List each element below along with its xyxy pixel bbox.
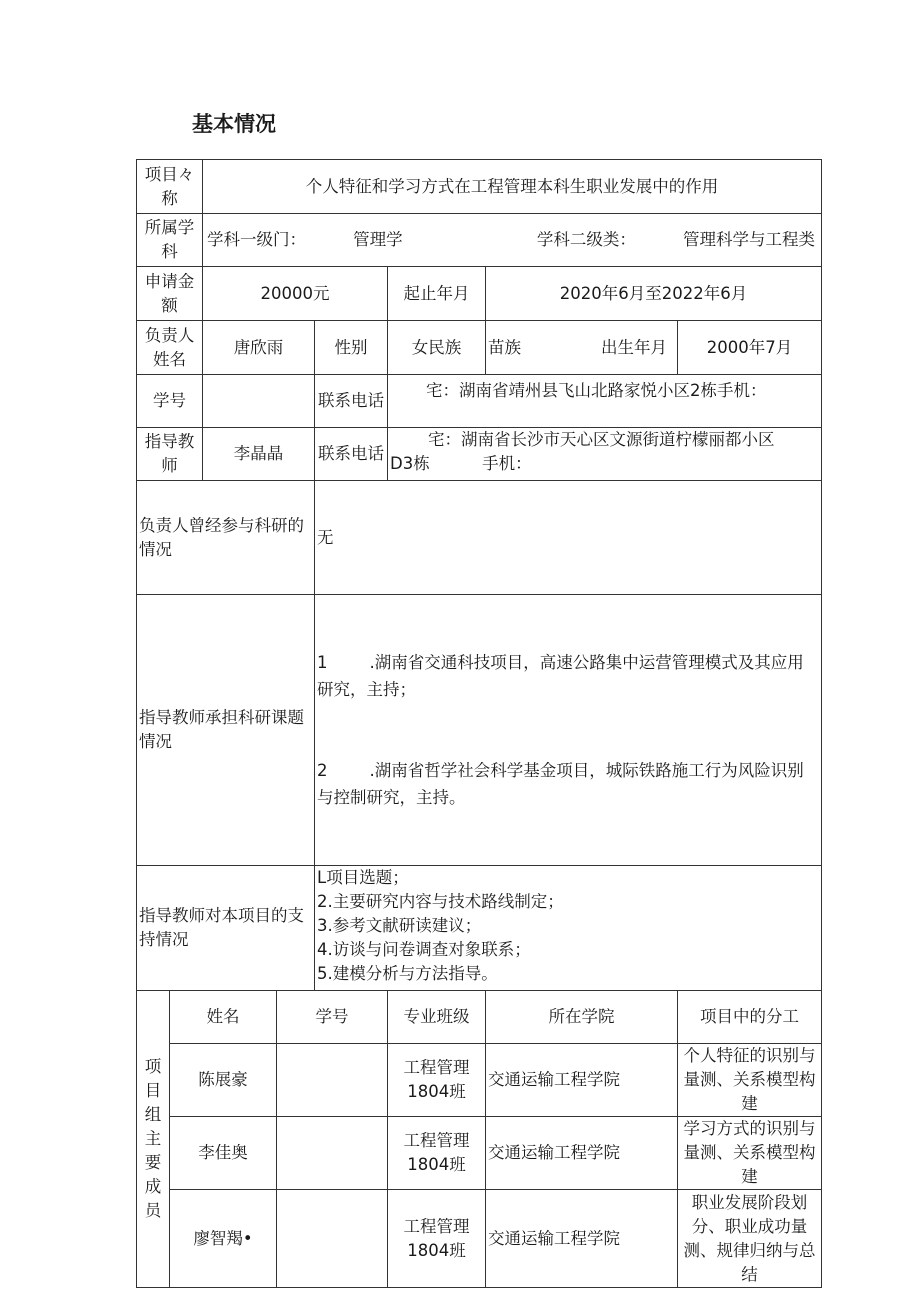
table-row bbox=[137, 1190, 822, 1288]
advisor-name: 李晶晶 bbox=[203, 428, 315, 481]
discipline-level1-value: 管理学 bbox=[353, 230, 403, 249]
discipline-level1-label: 学科一级门： bbox=[207, 230, 306, 249]
advisor-label: 指导教师 bbox=[137, 428, 203, 481]
funding-label: 申请金额 bbox=[137, 267, 203, 321]
member-name: 陈展豪 bbox=[170, 1044, 277, 1117]
leader-phone-label: 联系电话 bbox=[315, 375, 388, 428]
member-name: 廖智羯• bbox=[170, 1190, 277, 1288]
row-members-header bbox=[137, 991, 822, 1044]
member-role: 职业发展阶段划分、职业成功量测、规律归纳与总结 bbox=[678, 1190, 822, 1288]
row-project-name bbox=[137, 160, 822, 214]
support-item: 3.参考文献研读建议； bbox=[317, 916, 482, 935]
advisor-support-label: 指导教师对本项目的支持情况 bbox=[137, 866, 315, 991]
advisor-projects-value bbox=[315, 595, 822, 866]
support-item: 4.访谈与问卷调查对象联系； bbox=[317, 940, 531, 959]
member-id bbox=[277, 1190, 388, 1288]
members-header-name: 姓名 bbox=[170, 991, 277, 1044]
member-id bbox=[277, 1044, 388, 1117]
advisor-phone-line2: D3栋 手机： bbox=[390, 454, 532, 473]
project-name-label: 项目々称 bbox=[137, 160, 203, 214]
member-college: 交通运输工程学院 bbox=[486, 1044, 678, 1117]
members-section-label: 项 目 组 主 要 成 员 bbox=[137, 991, 170, 1288]
discipline-label: 所属学科 bbox=[137, 214, 203, 267]
advisor-phone-label: 联系电话 bbox=[315, 428, 388, 481]
advisor-phone-line1: 宅：湖南省长沙市天心区文源街道柠檬丽都小区 bbox=[428, 430, 775, 449]
member-class: 工程管理1804班 bbox=[388, 1044, 486, 1117]
support-item: L项目选题； bbox=[317, 868, 409, 887]
advisor-projects-label: 指导教师承担科研课题情况 bbox=[137, 595, 315, 866]
row-discipline bbox=[137, 214, 822, 267]
period-label: 起止年月 bbox=[388, 267, 486, 321]
members-header-role: 项目中的分工 bbox=[678, 991, 822, 1044]
members-header-id: 学号 bbox=[277, 991, 388, 1044]
row-advisor-support bbox=[137, 866, 822, 991]
funding-amount: 20000元 bbox=[203, 267, 388, 321]
project-name-value: 个人特征和学习方式在工程管理本科生职业发展中的作用 bbox=[203, 160, 822, 214]
advisor-project-item: 1 .湖南省交通科技项目，高速公路集中运营管理模式及其应用研究，主持； bbox=[317, 653, 804, 699]
row-funding bbox=[137, 267, 822, 321]
birth-value: 2000年7月 bbox=[678, 321, 822, 375]
member-class: 工程管理1804班 bbox=[388, 1117, 486, 1190]
row-advisor bbox=[137, 428, 822, 481]
support-item: 2.主要研究内容与技术路线制定； bbox=[317, 892, 564, 911]
discipline-values bbox=[203, 214, 822, 267]
ethnicity-birth-cell bbox=[486, 321, 678, 375]
page-title: 基本情况 bbox=[192, 112, 276, 136]
member-class: 工程管理1804班 bbox=[388, 1190, 486, 1288]
support-item: 5.建模分析与方法指导。 bbox=[317, 964, 498, 983]
discipline-level2-label: 学科二级类： bbox=[536, 230, 636, 249]
table-row bbox=[137, 1117, 822, 1190]
members-header-college: 所在学院 bbox=[486, 991, 678, 1044]
ethnicity-value: 苗族 bbox=[488, 337, 521, 357]
leader-research-value: 无 bbox=[315, 481, 822, 595]
member-name: 李佳奥 bbox=[170, 1117, 277, 1190]
leader-name-label: 负责人姓名 bbox=[137, 321, 203, 375]
discipline-level2-value: 管理科学与工程类 bbox=[683, 230, 815, 249]
member-role: 个人特征的识别与量测、关系模型构建 bbox=[678, 1044, 822, 1117]
row-advisor-projects bbox=[137, 595, 822, 866]
leader-research-label: 负责人曾经参与科研的情况 bbox=[137, 481, 315, 595]
student-id-value bbox=[203, 375, 315, 428]
advisor-project-item: 2 .湖南省哲学社会科学基金项目，城际铁路施工行为风险识别与控制研究，主持。 bbox=[317, 761, 804, 807]
gender-label: 性别 bbox=[315, 321, 388, 375]
row-leader-research bbox=[137, 481, 822, 595]
birth-label: 出生年月 bbox=[601, 337, 667, 357]
advisor-phone-value bbox=[388, 428, 822, 481]
leader-phone-value: 宅：湖南省靖州县飞山北路家悦小区2栋手机： bbox=[388, 375, 822, 428]
table-row bbox=[137, 1044, 822, 1117]
advisor-support-value bbox=[315, 866, 822, 991]
member-college: 交通运输工程学院 bbox=[486, 1117, 678, 1190]
period-value: 2020年6月至2022年6月 bbox=[486, 267, 822, 321]
member-role: 学习方式的识别与量测、关系模型构建 bbox=[678, 1117, 822, 1190]
gender-ethnicity-label: 女民族 bbox=[388, 321, 486, 375]
row-leader bbox=[137, 321, 822, 375]
leader-name: 唐欣雨 bbox=[203, 321, 315, 375]
member-id bbox=[277, 1117, 388, 1190]
members-header-class: 专业班级 bbox=[388, 991, 486, 1044]
row-student-id bbox=[137, 375, 822, 428]
application-form-table bbox=[136, 159, 822, 1288]
member-college: 交通运输工程学院 bbox=[486, 1190, 678, 1288]
student-id-label: 学号 bbox=[137, 375, 203, 428]
